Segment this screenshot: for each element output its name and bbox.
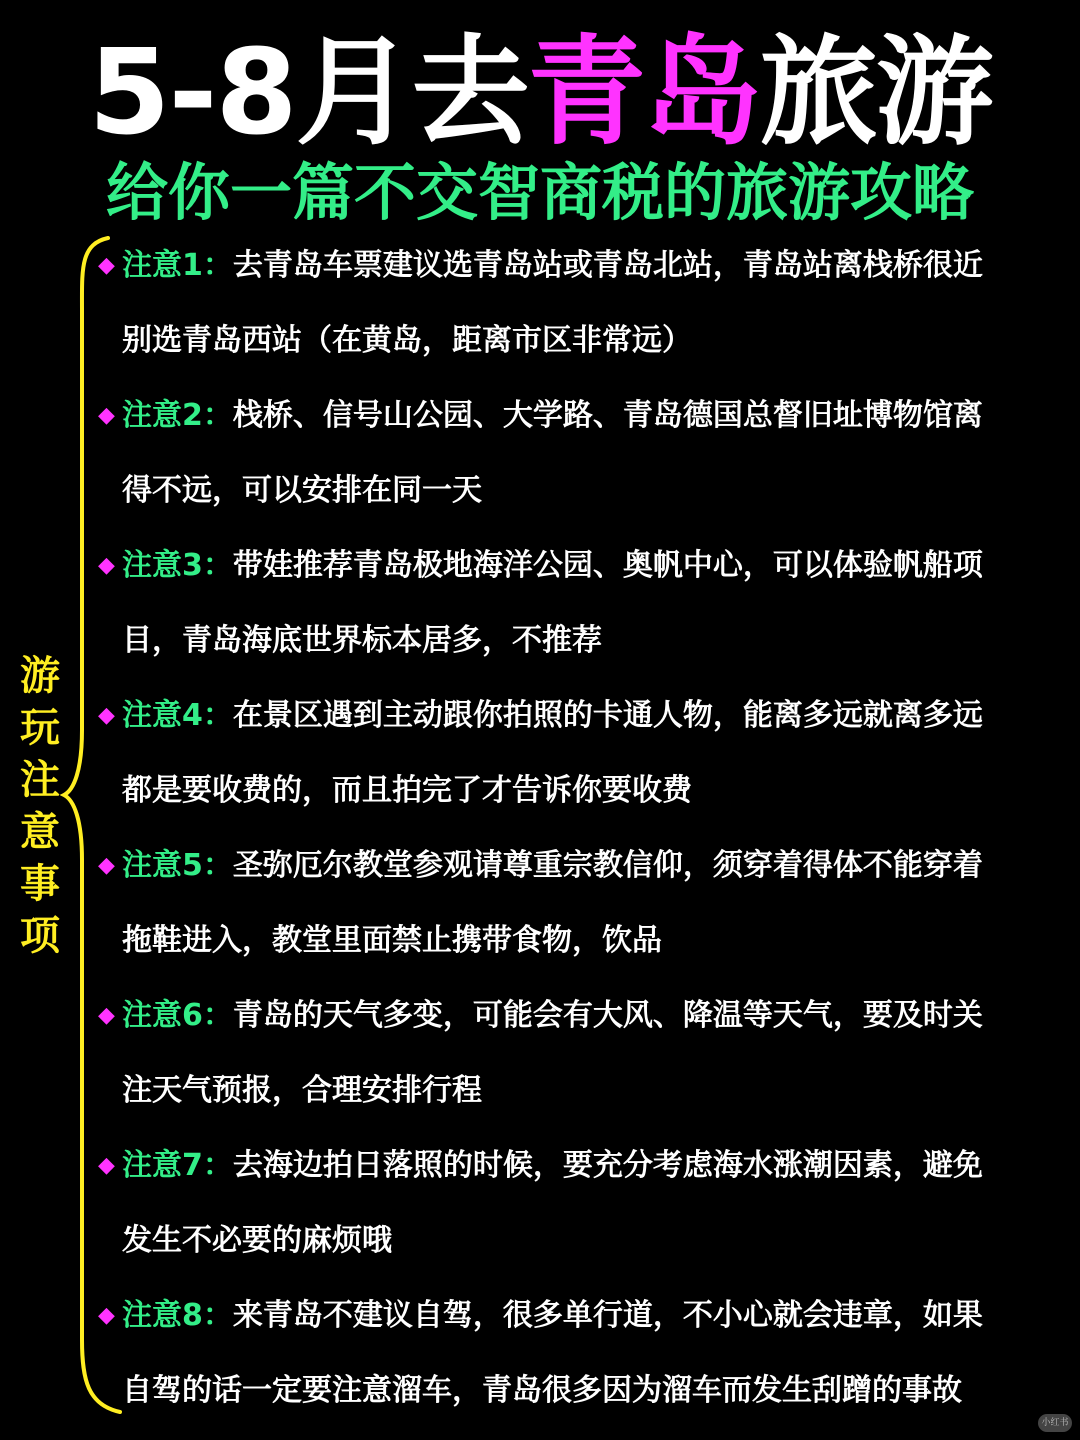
diamond-icon: ◆ — [98, 253, 115, 278]
side-label-char: 游 — [20, 653, 60, 699]
tip-line-1 — [98, 1146, 983, 1186]
diamond-icon: ◆ — [98, 1303, 115, 1328]
tip-label: 注意6： — [122, 998, 233, 1033]
tip-label: 注意4： — [122, 698, 233, 733]
tip-label: 注意5： — [122, 848, 233, 883]
tip-label: 注意2： — [122, 398, 233, 433]
tip-line-2: 别选青岛西站（在黄岛，距离市区非常远） — [122, 323, 692, 358]
tip-text: 去海边拍日落照的时候，要充分考虑海水涨潮因素，避免 — [232, 1148, 983, 1183]
side-label-char: 玩 — [20, 705, 60, 751]
tip-item — [98, 1130, 1058, 1280]
tip-line-1 — [98, 546, 983, 586]
tip-item — [98, 1280, 1058, 1430]
tip-label: 注意1： — [122, 248, 233, 283]
tip-item — [98, 530, 1058, 680]
tip-line-1 — [98, 996, 983, 1036]
page-subtitle: 给你一篇不交智商税的旅游攻略 — [105, 156, 974, 229]
diamond-icon: ◆ — [98, 703, 115, 728]
tip-line-2: 注天气预报，合理安排行程 — [122, 1073, 482, 1108]
watermark-logo: 小红书 — [1038, 1414, 1072, 1432]
title-part2: 旅游 — [759, 23, 992, 161]
tip-text: 去青岛车票建议选青岛站或青岛北站，青岛站离栈桥很近 — [232, 248, 983, 283]
side-label — [14, 650, 66, 962]
tip-item — [98, 680, 1058, 830]
side-label-char: 事 — [20, 861, 60, 907]
tip-item — [98, 380, 1058, 530]
tip-line-1 — [98, 696, 983, 736]
tip-line-1 — [98, 246, 983, 286]
tip-line-2: 目，青岛海底世界标本居多，不推荐 — [122, 623, 602, 658]
tip-item — [98, 230, 1058, 380]
tip-line-2: 得不远，可以安排在同一天 — [122, 473, 482, 508]
tip-text: 栈桥、信号山公园、大学路、青岛德国总督旧址博物馆离 — [232, 398, 983, 433]
tip-label: 注意3： — [122, 548, 233, 583]
tip-item — [98, 980, 1058, 1130]
tip-label: 注意7： — [122, 1148, 233, 1183]
diamond-icon: ◆ — [98, 553, 115, 578]
tip-line-2: 自驾的话一定要注意溜车，青岛很多因为溜车而发生刮蹭的事故 — [122, 1373, 962, 1408]
tip-text: 来青岛不建议自驾，很多单行道，不小心就会违章，如果 — [232, 1298, 983, 1333]
diamond-icon: ◆ — [98, 853, 115, 878]
tip-line-1 — [98, 1296, 983, 1336]
tip-text: 带娃推荐青岛极地海洋公园、奥帆中心，可以体验帆船项 — [232, 548, 983, 583]
title-part1: 5-8月去 — [88, 23, 528, 161]
tip-text: 在景区遇到主动跟你拍照的卡通人物，能离多远就离多远 — [232, 698, 983, 733]
tip-item — [98, 830, 1058, 980]
tip-line-1 — [98, 846, 983, 886]
tip-text: 青岛的天气多变，可能会有大风、降温等天气，要及时关 — [232, 998, 983, 1033]
side-label-char: 项 — [20, 913, 60, 959]
diamond-icon: ◆ — [98, 403, 115, 428]
diamond-icon: ◆ — [98, 1153, 115, 1178]
tip-line-2: 发生不必要的麻烦哦 — [122, 1223, 392, 1258]
tip-line-2: 拖鞋进入，教堂里面禁止携带食物，饮品 — [122, 923, 662, 958]
tips-list — [98, 230, 1058, 1430]
side-label-char: 意 — [20, 809, 60, 855]
tip-line-1 — [98, 396, 983, 436]
side-label-char: 注 — [20, 757, 60, 803]
tip-line-2: 都是要收费的，而且拍完了才告诉你要收费 — [122, 773, 692, 808]
tip-label: 注意8： — [122, 1298, 233, 1333]
page-title — [0, 22, 1080, 162]
diamond-icon: ◆ — [98, 1003, 115, 1028]
title-highlight: 青岛 — [527, 23, 760, 161]
tip-text: 圣弥厄尔教堂参观请尊重宗教信仰，须穿着得体不能穿着 — [232, 848, 983, 883]
